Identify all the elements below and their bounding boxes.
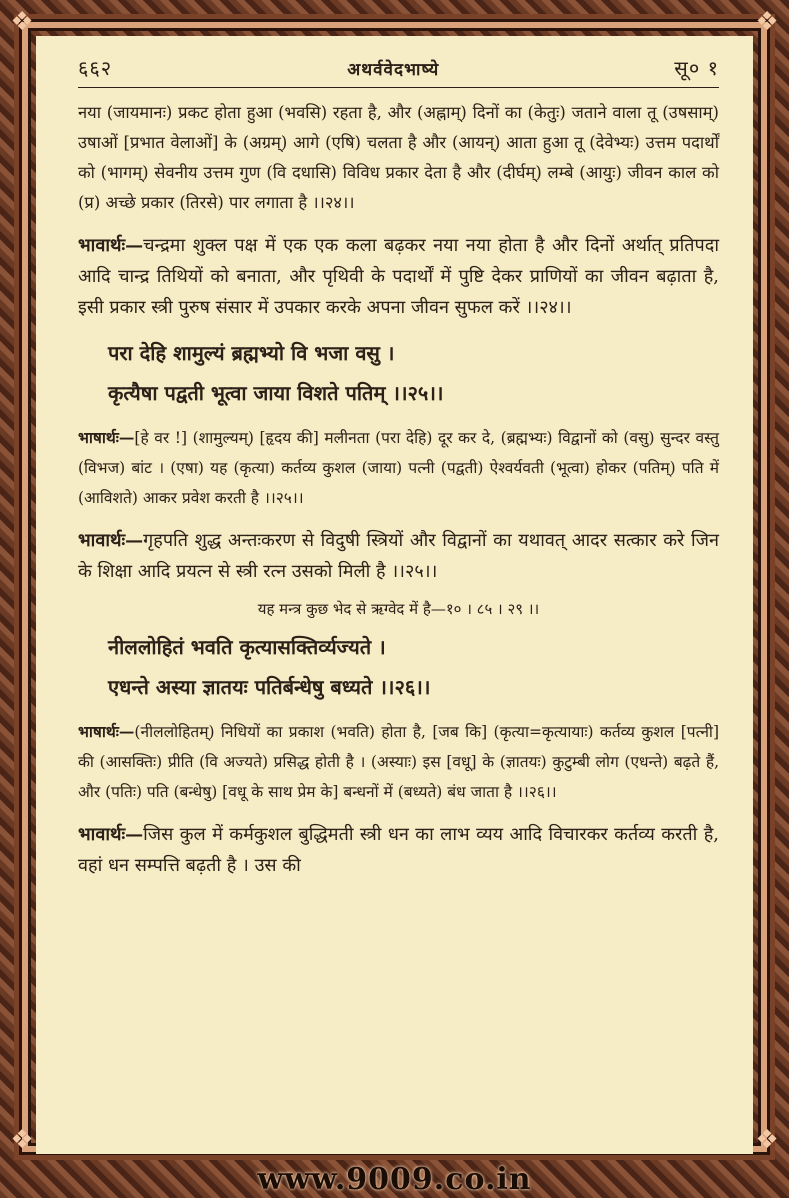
corner-ornament-icon: ❖ [10, 7, 34, 37]
book-title: अथर्ववेदभाष्ये [347, 60, 440, 80]
bhavartha-text: चन्द्रमा शुक्ल पक्ष में एक एक कला बढ़कर नया नया होता है और दिनों अर्थात् प्रतिपदा आदि चान्द्र तिथियों को बनाता, और पृथिवी के पदार्थों में पुष्टि देकर प्राणियों का जीवन बढ़ाता है, इसी प्रकार स्त्री पुरुष संसार में उपकार करके अपना जीवन सुफल करें ।।२४।। [78, 235, 719, 318]
bhasha-text: [हे वर !] (शामुल्यम्) [हृदय की] मलीनता (परा देहि) दूर कर दे, (ब्रह्मभ्यः) विद्वानों को (वसु) सुन्दर वस्तु (विभज) बांट । (एषा) यह (कृत्या) कर्तव्य कुशल (जाया) पत्नी (पद्वती) ऐश्वर्यवती (भूत्वा) होकर (पतिम्) पति में (आविशते) आकर प्रवेश करती है ।।२५।। [78, 429, 719, 507]
bhavartha-text: जिस कुल में कर्मकुशल बुद्धिमती स्त्री धन का लाभ व्यय आदि विचारकर कर्तव्य करती है, वहां धन सम्पत्ति बढ़ती है । उस की [78, 824, 719, 876]
mantra-25 [78, 335, 719, 411]
corner-ornament-icon: ❖ [10, 1125, 34, 1155]
bhavartha-lead: भावार्थः— [78, 530, 144, 551]
paragraph-25-bhasha [78, 423, 719, 513]
mantra-line: कृत्यैषा पद्वती भूत्वा जाया विशते पतिम् ।।२५।। [108, 381, 444, 405]
paragraph-26-bhavartha [78, 819, 719, 881]
bhasha-text: (नीललोहितम्) निधियों का प्रकाश (भवति) होता है, [जब कि] (कृत्या=कृत्यायाः) कर्तव्य कुशल [पत्नी] की (आसक्तिः) प्रीति (वि अज्यते) प्रसिद्ध होती है । (अस्याः) इस [वधू] के (ज्ञातयः) कुटुम्बी लोग (एधन्ते) बढ़ते हैं, और (पतिः) पति (बन्धेषु) [वधू के साथ प्रेम के] बन्धनों में (बध्यते) बंध जाता है ।।२६।। [78, 723, 719, 801]
bhasha-lead: भाषार्थः— [78, 722, 135, 741]
page-sheet [36, 36, 753, 1154]
bhavartha-lead: भावार्थः— [78, 824, 144, 845]
paragraph-24-bhavartha [78, 230, 719, 323]
paragraph-25-bhavartha [78, 525, 719, 587]
mantra-line: एधन्ते अस्या ज्ञातयः पतिर्बन्धेषु बध्यते ।।२६।। [108, 675, 431, 699]
mantra-line: परा देहि शामुल्यं ब्रह्मभ्यो वि भजा वसु । [108, 341, 395, 365]
mantra-line: नीललोहितं भवति कृत्यासक्तिर्व्यज्यते । [108, 635, 386, 659]
paragraph-26-bhasha [78, 717, 719, 807]
page-header [78, 54, 719, 81]
bhavartha-text: गृहपति शुद्ध अन्तःकरण से विदुषी स्त्रियों और विद्वानों का यथावत् आदर सत्कार करे जिन के शिक्षा आदि प्रयत्न से स्त्री रत्न उसको मिली है ।।२५।। [78, 530, 719, 582]
paragraph-24-meaning: नया (जायमानः) प्रकट होता हुआ (भवसि) रहता है, और (अह्नाम्) दिनों का (केतुः) जताने वाला तू (उषसाम्) उषाओं [प्रभात वेलाओं] के (अग्रम्) आगे (एषि) चलता है और (आयन्) आता हुआ तू (देवेभ्यः) उत्तम पदार्थों को (भागम्) सेवनीय उत्तम गुण (वि दधासि) विविध प्रकार देता है और (दीर्घम्) लम्बे (आयुः) जीवन काल को (प्र) अच्छे प्रकार (तिरसे) पार लगाता है ।।२४।। [78, 103, 719, 212]
mantra-26 [78, 629, 719, 705]
corner-ornament-icon: ❖ [755, 7, 779, 37]
bhasha-lead: भाषार्थः— [78, 428, 135, 447]
bhavartha-lead: भावार्थः— [78, 235, 144, 256]
sukta-number: सू० १ [674, 56, 719, 80]
rigveda-reference: यह मन्त्र कुछ भेद से ऋग्वेद में है—१० । ८५ । २९ ।। [257, 600, 540, 618]
page-number: ६६२ [78, 56, 113, 80]
website-link[interactable]: www.9009.co.in [257, 1161, 532, 1197]
header-rule [78, 87, 719, 88]
website-footer[interactable] [0, 1160, 789, 1198]
corner-ornament-icon: ❖ [755, 1125, 779, 1155]
